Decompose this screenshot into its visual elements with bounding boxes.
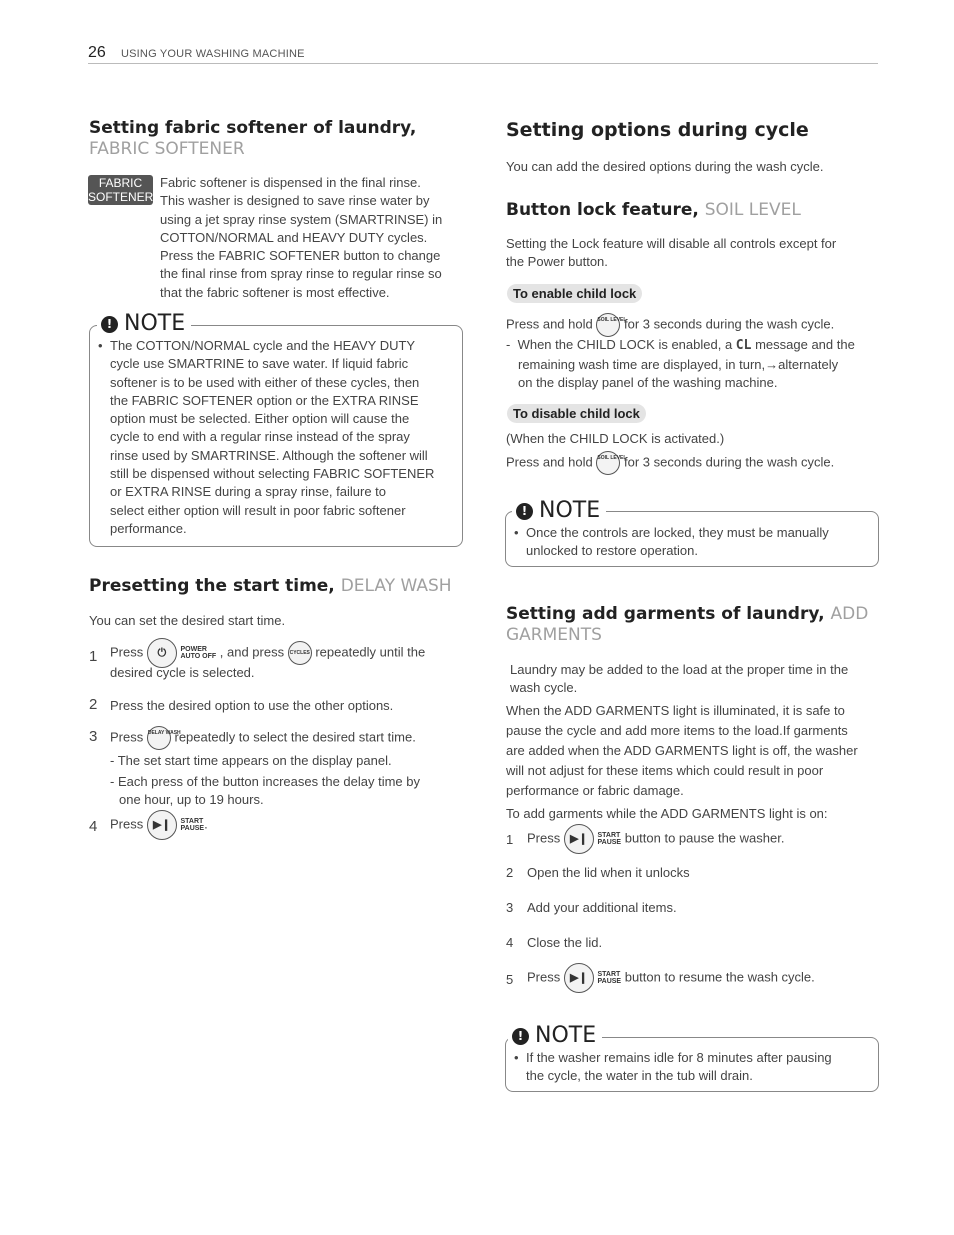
fabric-softener-body — [160, 174, 470, 302]
delay-step-1 — [89, 638, 469, 678]
step-number: 4 — [89, 818, 98, 835]
disable-child-lock-label: To disable child lock — [507, 404, 646, 423]
start-pause-button-icon: ▶❙ — [564, 824, 594, 854]
step-text: Open the lid when it unlocks — [527, 865, 690, 880]
note-title — [97, 311, 191, 336]
note-line: the cycle, the water in the tub will drain. — [526, 1068, 753, 1084]
heading-text: Setting fabric softener of laundry, — [89, 118, 417, 138]
step-subtext: one hour, up to 19 hours. — [119, 792, 264, 807]
note-line: select either option will result in poor fabric softener — [110, 502, 406, 518]
disable-condition: (When the CHILD LOCK is activated.) — [506, 431, 725, 446]
step-text: . — [204, 816, 208, 832]
enable-child-lock-label: To enable child lock — [507, 284, 642, 303]
soil-level-button-icon: SOIL LEVEL — [596, 313, 620, 337]
options-during-cycle-heading: Setting options during cycle — [506, 119, 809, 141]
note-title — [512, 498, 606, 523]
note-bullet — [96, 337, 456, 355]
options-intro: You can add the desired options during the wash cycle. — [506, 159, 824, 174]
step-text: Press — [110, 729, 144, 745]
note-line: unlocked to restore operation. — [526, 543, 698, 559]
step-text: Press — [110, 816, 144, 832]
step-number: 1 — [89, 648, 98, 665]
delay-wash-heading — [89, 576, 489, 597]
note-line: rinse used by SMARTRINSE. Although the softener will — [110, 447, 428, 463]
page-number: 26 — [88, 44, 106, 61]
warning-icon: ! — [516, 503, 533, 520]
add-step-2 — [506, 865, 690, 880]
note-label: NOTE — [539, 498, 601, 523]
body-line: Press the FABRIC SOFTENER button to change — [160, 248, 441, 264]
heading-accent: GARMENTS — [506, 625, 602, 645]
note-line: • The COTTON/NORMAL cycle and the HEAVY DUTY — [110, 338, 416, 353]
step-text: for 3 seconds during the wash cycle. — [623, 454, 835, 470]
warning-icon: ! — [512, 1028, 529, 1045]
section-title: USING YOUR WASHING MACHINE — [121, 48, 305, 60]
start-pause-label: START PAUSE — [597, 971, 622, 985]
note-label: NOTE — [535, 1023, 597, 1048]
note-line: performance. — [110, 520, 187, 536]
note-body — [512, 1049, 872, 1086]
add-body-line: Laundry may be added to the load at the proper time in the — [510, 662, 849, 677]
body-line: the final rinse from spray rinse to regular rinse so — [160, 266, 442, 282]
step-subtext: remaining wash time are displayed, in turn,→alternately — [518, 357, 839, 372]
button-lock-heading — [506, 200, 801, 221]
warning-icon: ! — [101, 316, 118, 333]
step-text: Press — [110, 644, 144, 660]
add-step-1 — [506, 824, 886, 854]
lock-intro-line: the Power button. — [506, 254, 608, 269]
delay-wash-button-icon: DELAY WASH — [147, 726, 171, 750]
delay-step-3 — [89, 726, 469, 811]
step-subtext: - The set start time appears on the display panel. — [110, 753, 392, 768]
step-subtext: message and the — [755, 337, 855, 352]
add-body-line: To add garments while the ADD GARMENTS light is on: — [506, 806, 828, 821]
heading-accent: SOIL LEVEL — [704, 200, 801, 220]
delay-step-2 — [89, 696, 469, 718]
step-text: Press the desired option to use the other options. — [110, 698, 394, 713]
add-step-5 — [506, 963, 886, 993]
heading-accent: FABRIC SOFTENER — [89, 139, 245, 159]
step-number: 2 — [506, 865, 514, 880]
add-body-line: performance or fabric damage. — [506, 783, 684, 798]
step-subtext: on the display panel of the washing machine. — [518, 375, 778, 390]
add-body-line: will not adjust for these items which could result in poor — [506, 763, 824, 778]
step-number: 2 — [89, 696, 98, 713]
disable-child-lock-step — [506, 451, 834, 475]
note-label: NOTE — [124, 311, 186, 336]
step-text: for 3 seconds during the wash cycle. — [623, 316, 835, 332]
add-garments-heading — [506, 604, 876, 646]
soil-level-button-icon: SOIL LEVEL — [596, 451, 620, 475]
start-pause-label: START PAUSE — [597, 832, 622, 846]
note-line: still be dispensed without selecting FABRIC SOFTENER — [110, 466, 435, 482]
cycles-button-icon: CYCLES — [288, 641, 312, 665]
note-line: the FABRIC SOFTENER option or the EXTRA RINSE — [110, 392, 419, 408]
cl-display-glyph: CL — [735, 338, 752, 353]
delay-intro: You can set the desired start time. — [89, 613, 286, 628]
note-bullet — [512, 524, 872, 561]
fabric-softener-button-icon — [88, 175, 153, 205]
step-text: Press and hold — [506, 454, 593, 470]
step-subtext: When the CHILD LOCK is enabled, a — [517, 337, 733, 352]
note-line: or EXTRA RINSE during a spray rinse, failure to — [110, 484, 387, 500]
body-line: using a jet spray rinse system (SMARTRINSE) in — [160, 211, 443, 227]
note-line: • Once the controls are locked, they must be manually — [526, 525, 829, 540]
step-text: button to resume the wash cycle. — [624, 969, 815, 985]
step-text: , and press — [219, 644, 285, 660]
step-text: Press and hold — [506, 316, 593, 332]
heading-accent: DELAY WASH — [340, 576, 452, 596]
note-line: cycle use SMARTRINE to save water. If liquid fabric — [110, 356, 409, 372]
delay-step-4 — [89, 810, 469, 844]
add-step-3 — [506, 900, 677, 915]
step-number: 1 — [506, 832, 514, 847]
header-divider — [88, 63, 878, 64]
start-pause-label: START PAUSE — [180, 818, 205, 832]
start-pause-button-icon: ▶❙ — [564, 963, 594, 993]
power-label: POWER AUTO OFF — [180, 646, 217, 660]
start-pause-button-icon: ▶❙ — [147, 810, 177, 840]
add-garments-body — [506, 701, 881, 801]
heading-text: Setting add garments of laundry, — [506, 604, 825, 624]
step-number: 4 — [506, 935, 514, 950]
step-text: Close the lid. — [527, 935, 603, 950]
step-text: Add your additional items. — [527, 900, 677, 915]
heading-text: Button lock feature, — [506, 200, 699, 220]
heading-text: Presetting the start time, — [89, 576, 335, 596]
step-number: 3 — [89, 728, 98, 745]
note-body — [96, 337, 456, 538]
heading-accent: ADD — [830, 604, 869, 624]
step-text: repeatedly until the — [315, 644, 426, 660]
body-line: that the fabric softener is most effective. — [160, 284, 390, 300]
body-line: This washer is designed to save rinse water by — [160, 193, 430, 209]
note-line: cycle to end with a regular rinse instead of the spray — [110, 429, 410, 445]
step-text: button to pause the washer. — [624, 830, 785, 846]
note-title — [508, 1023, 602, 1048]
add-step-4 — [506, 935, 603, 950]
add-body-line: When the ADD GARMENTS light is illuminated, it is safe to — [506, 703, 845, 718]
step-text: desired cycle is selected. — [110, 665, 255, 680]
badge-line: SOFTENER — [88, 190, 154, 204]
step-number: 3 — [506, 900, 514, 915]
add-body-line: are added when the ADD GARMENTS light is off, the washer — [506, 743, 858, 758]
note-body — [512, 524, 872, 561]
note-line: option must be selected. Either option will cause the — [110, 411, 410, 427]
power-button-icon: ⏻ — [147, 638, 177, 668]
note-line: softener is to be used with either of these cycles, then — [110, 374, 420, 390]
body-line: Fabric softener is dispensed in the final rinse. — [160, 175, 421, 190]
enable-child-lock-detail — [506, 337, 855, 353]
step-text: repeatedly to select the desired start time. — [174, 729, 416, 745]
dash: - — [506, 337, 518, 352]
add-body-line: wash cycle. — [510, 680, 578, 695]
add-body-line: pause the cycle and add more items to the load.If garments — [506, 723, 848, 738]
step-subtext: - Each press of the button increases the delay time by — [110, 774, 421, 789]
fabric-softener-heading — [89, 118, 469, 160]
step-text: Press — [527, 830, 561, 846]
note-bullet — [512, 1049, 872, 1086]
step-number: 5 — [506, 972, 514, 987]
body-line: COTTON/NORMAL and HEAVY DUTY cycles. — [160, 229, 428, 245]
step-text: Press — [527, 969, 561, 985]
enable-child-lock-step — [506, 313, 834, 337]
badge-line: FABRIC — [98, 176, 143, 190]
note-line: • If the washer remains idle for 8 minutes after pausing — [526, 1050, 832, 1065]
lock-intro-line: Setting the Lock feature will disable all controls except for — [506, 236, 837, 251]
